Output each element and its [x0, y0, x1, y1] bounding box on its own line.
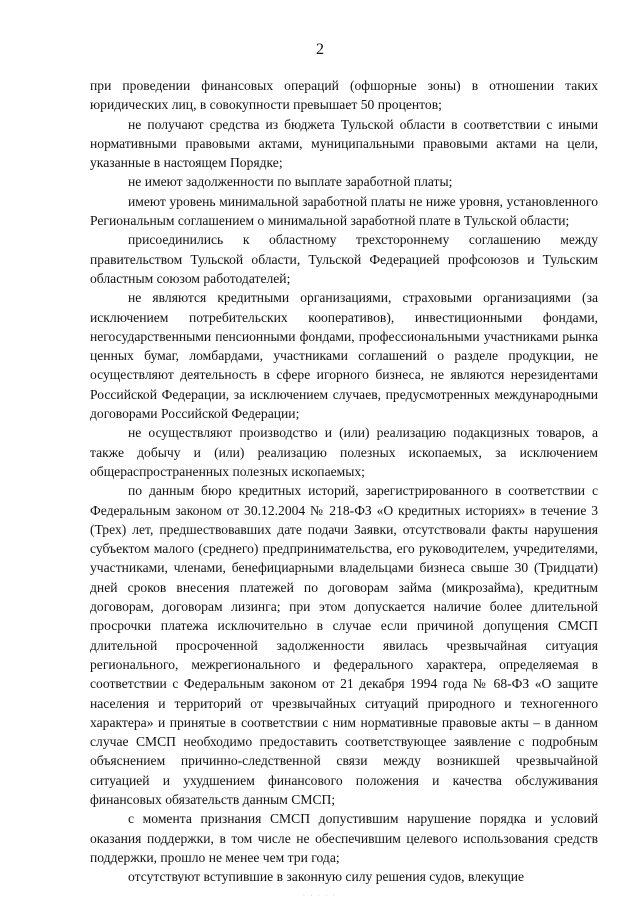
paragraph-8: по данным бюро кредитных историй, зарегистрированного в соответствии с Федеральным законом от 30.12.2004 № 218-ФЗ «О кредитных историях» в течение 3 (Трех) лет, предшествовавших дате подачи Заявки, отсутствовали факты нарушения субъектом малого (среднего) предпринимательства, его руководителем, учредителями, участниками, членами, бенефициарными владельцами бизнеса свыше 30 (Тридцати) дней сроков внесения платежей по договорам займа (микрозайма), кредитным договорам, договорам лизинга; при этом допускается наличие более длительной просрочки платежа исключительно в случае если причиной допущения СМСП длительной просроченной задолженности явилась чрезвычайная ситуация регионального, межрегионального и федерального характера, определяемая в соответствии с Федеральным законом от 21 декабря 1994 года № 68-ФЗ «О защите населения и территорий от чрезвычайных ситуаций природного и техногенного характера» и принятые в соответствии с ним нормативные правовые акты – в данном случае СМСП необходимо предоставить соответствующее заявление с подробным объяснением причинно-следственной связи между возникшей чрезвычайной ситуацией и ухудшением финансового положения и качества обслуживания финансовых обязательств данным СМСП;	[90, 483, 598, 807]
paragraph-10: отсутствуют вступившие в законную силу решения судов, влекущие	[128, 869, 525, 885]
paragraph-6: не являются кредитными организациями, страховыми организациями (за исключением потребительских кооперативов), инвестиционными фондами, негосударственными пенсионными фондами, профессиональными участниками рынка ценных бумаг, ломбардами, участниками соглашений о разделе продукции, не осуществляют деятельность в сфере игорного бизнеса, не являются нерезидентами Российской Федерации, за исключением случаев, предусмотренных международными договорами Российской Федерации;	[90, 290, 598, 422]
paragraph-3: не имеют задолженности по выплате заработной платы;	[128, 174, 453, 190]
paragraph-2: не получают средства из бюджета Тульской области в соответствии с иными нормативными правовыми актами, муниципальными правовыми актами на цели, указанные в настоящем Порядке;	[90, 116, 598, 171]
paragraph-5: присоединились к областному трехстороннему соглашению между правительством Тульской области, Тульской Федерацией профсоюзов и Тульским областным союзом работодателей;	[90, 232, 598, 286]
scan-footer-mark: · · · · ·	[303, 893, 337, 899]
paragraph-1: при проведении финансовых операций (офшорные зоны) в отношении таких юридических лиц, в совокупности превышает 50 процентов;	[90, 78, 598, 113]
document-body	[90, 76, 598, 886]
paragraph-9: с момента признания СМСП допустившим нарушение порядка и условий оказания поддержки, в том числе не обеспечившим целевого использования средств поддержки, прошло не менее чем три года;	[90, 811, 598, 865]
page-number: 2	[316, 41, 324, 58]
paragraph-7: не осуществляют производство и (или) реализацию подакцизных товаров, а также добычу и (или) реализацию полезных ископаемых, за исключением общераспространенных полезных ископаемых;	[90, 425, 598, 479]
paragraph-4: имеют уровень минимальной заработной платы не ниже уровня, установленного Региональным соглашением о минимальной заработной плате в Тульской области;	[90, 193, 598, 229]
